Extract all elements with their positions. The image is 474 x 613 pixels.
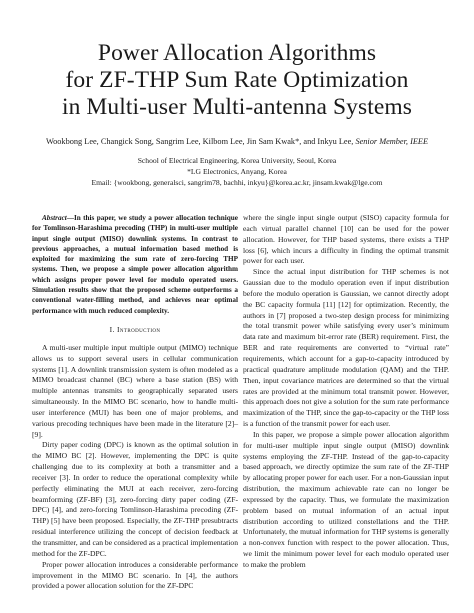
affiliations [0,155,474,188]
title-line-3: in Multi-user Multi-antenna Systems [61,94,413,120]
section-heading-introduction: I. Introduction [109,324,161,334]
right-column [243,213,449,571]
title-line-1: Power Allocation Algorithms [97,40,377,66]
abstract [32,213,238,316]
author-list [0,136,474,147]
affiliation-email: Email: {wookbong, generalsci, sangrim78, bachhi, inkyu}@korea.ac.kr, jinsam.kwak@lge.com [91,178,383,187]
body-paragraph: where the single input single output (SISO) capacity formula for each virtual parallel channel [10] can be used for the power allocation. However, for THP based systems, there exists a THP loss [6], which incurs a difficulty in finding the optimal transmit power for each user. [243,213,449,266]
intro-paragraph: A multi-user multiple input multiple output (MIMO) technique allows us to support several users in cellular communication systems [1]. A downlink transmission system is often modeled as a MIMO broadcast channel (BC) where a base station (BS) with multiple antennas transmits to geographically separated users simultaneously. In the MIMO BC scenario, how to handle multi-user interference (MUI) has been one of major problems, and various precoding techniques have been made in the literature [2]–[9]. [32,342,238,439]
affiliation-company: *LG Electronics, Anyang, Korea [187,167,287,176]
body-paragraph: Since the actual input distribution for THP schemes is not Gaussian due to the modulo operation even if input distribution before the modulo operation is Gaussian, we cannot directly adopt the BC capacity formula [11] [12] for optimization. Recently, the authors in [7] proposed a two-step design process for minimizing the total transmit power while satisfying every user’s minimum data rate and maximum bit-error rate (BER) requirement. First, the BER and rate requirements are converted to “virtual rate” requirements, which account for a gap-to-capacity introduced by practical quadrature amplitude modulation (QAM) and the THP. Then, input covariance matrices are determined so that the virtual rates are provided at the minimum total transmit power. However, this approach does not give a solution for the sum rate performance maximization of the THP, since the gap-to-capacity or the THP loss is a function of the transmit power for each user. [243,267,449,429]
affiliation-university: School of Electrical Engineering, Korea University, Seoul, Korea [137,156,337,165]
intro-paragraph: Dirty paper coding (DPC) is known as the optimal solution in the MIMO BC [2]. However, implementing the DPC is quite challenging due to its complexity at both a transmitter and a receiver [3]. In order to reduce the operational complexity while perfectly eliminating the MUI at each receiver, zero-forcing beamforming (ZF-BF) [3], zero-forcing dirty paper coding (ZF-DPC) [4], and zero-forcing Tomlinson-Harashima precoding (ZF-THP) [5] have been proposed. Especially, the ZF-THP presubtracts residual interference utilizing the concept of decision feedback at the transmitter, and can be considered as a practical implementation method for the ZF-DPC. [32,440,238,558]
author-membership-note: Senior Member, IEEE [355,137,429,146]
paper-title [0,40,474,121]
title-line-2: for ZF-THP Sum Rate Optimization [65,67,409,93]
abstract-body: —In this paper, we study a power allocation technique for Tomlinson-Harashima precoding (THP) in multi-user multiple input single output (MISO) downlink systems. In contrast to previous approaches, a mutual information based method is exploited for maximizing the sum rate of zero-forcing THP systems. Then, we propose a simple power allocation algorithm which assigns proper power level for modulo operated users. Simulation results show that the proposed scheme outperforms a conventional water-filling method, and achieves near optimal performance with much reduced complexity. [32,214,238,315]
intro-paragraph: Proper power allocation introduces a considerable performance improvement in the MIMO BC scenario. In [4], the authors provided a power allocation solution for the ZF-DPC [32,559,238,591]
left-column [32,213,238,592]
body-paragraph: In this paper, we propose a simple power allocation algorithm for multi-user multiple input single output (MISO) downlink systems employing the ZF-THP. Instead of the gap-to-capacity based approach, we directly optimize the sum rate of the ZF-THP by allocating proper power for each user. For a non-Gaussian input distribution, the maximum achievable rate can no longer be expressed by the capacity. Thus, we formulate the maximization problem based on mutual information of an actual input distribution according to utilized constellations and the THP. Unfortunately, the mutual information for THP systems is generally a non-convex function with respect to the power allocation. Thus, we limit the minimum power level for each modulo operated user to make the problem [243,429,449,569]
abstract-lead: Abstract [42,214,67,222]
author-names: Wookbong Lee, Changick Song, Sangrim Lee, Kilbom Lee, Jin Sam Kwak*, and Inkyu Lee, [45,137,354,146]
